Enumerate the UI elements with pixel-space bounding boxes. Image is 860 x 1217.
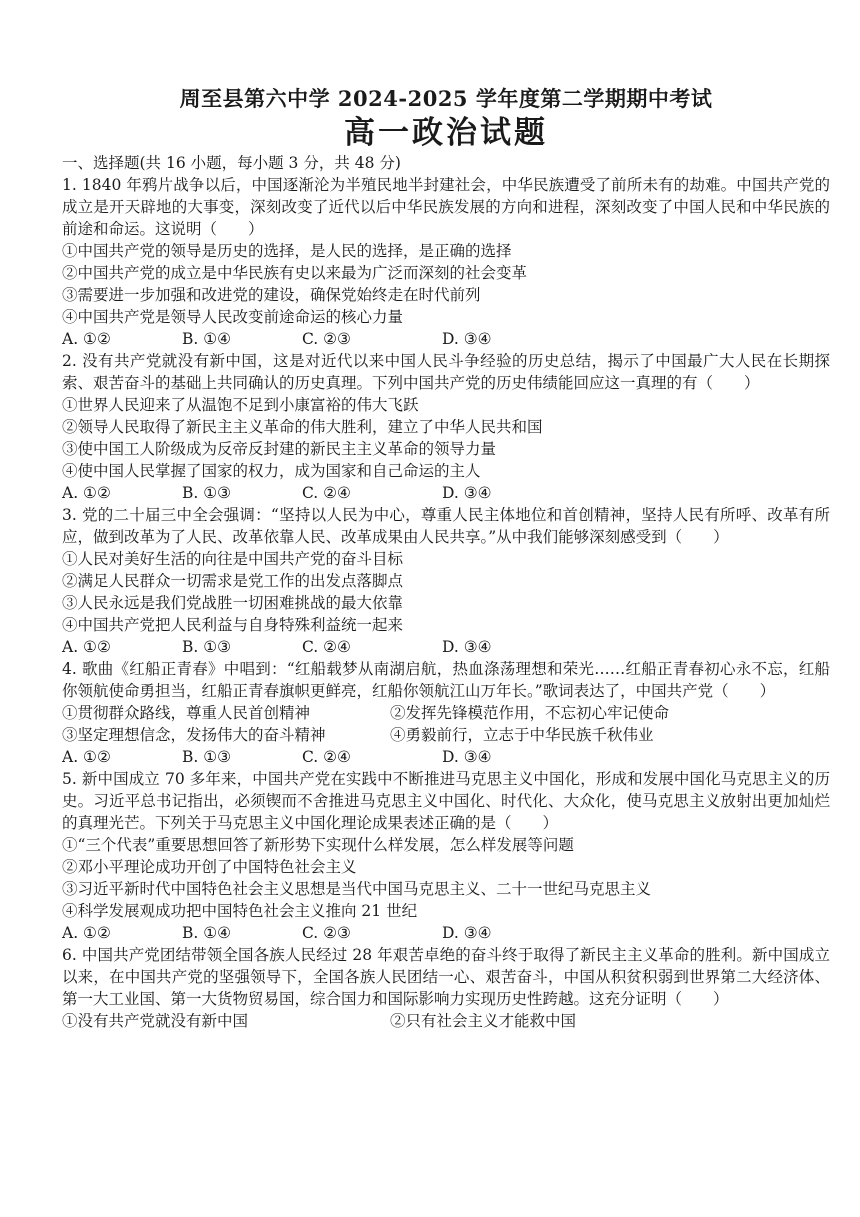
choice-d: D. ③④ [442, 924, 492, 942]
answer-choices [62, 328, 830, 350]
question-stem: 6. 中国共产党团结带领全国各族人民经过 28 年艰苦卓绝的奋斗终于取得了新民主主义革命的胜利。新中国成立以来，在中国共产党的坚强领导下，全国各族人民团结一心、艰苦奋斗，中国从积贫积弱到世界第二大经济体、第一大工业国、第一大货物贸易国，综合国力和国际影响力实现历史性跨越。这充分证明（ ） [62, 946, 830, 1008]
option: ②中国共产党的成立是中华民族有史以来最为广泛而深刻的社会变革 [62, 264, 528, 282]
choice-c: C. ②③ [302, 330, 351, 348]
option: ③人民永远是我们党战胜一切困难挑战的最大依靠 [62, 594, 404, 612]
question-stem: 4. 歌曲《红船正青春》中唱到：“红船载梦从南湖启航，热血涤荡理想和荣光……红船正青春初心永不忘，红船你领航使命勇担当，红船正青春旗帜更鲜亮，红船你领航江山万年长。”歌词表达了，中国共产党（ ） [62, 660, 830, 700]
option-row [62, 702, 830, 724]
choice-b: B. ①③ [182, 748, 232, 766]
option: ①中国共产党的领导是历史的选择，是人民的选择，是正确的选择 [62, 242, 512, 260]
question-stem: 2. 没有共产党就没有新中国，这是对近代以来中国人民斗争经验的历史总结，揭示了中国最广大人民在长期探索、艰苦奋斗的基础上共同确认的历史真理。下列中国共产党的历史伟绩能回应这一真理的有（ ） [62, 352, 830, 392]
option-row [62, 724, 830, 746]
answer-choices [62, 746, 830, 768]
option: ③坚定理想信念，发扬伟大的奋斗精神 [62, 726, 326, 744]
option: ①人民对美好生活的向往是中国共产党的奋斗目标 [62, 550, 404, 568]
choice-d: D. ③④ [442, 330, 492, 348]
question-1 [62, 174, 830, 350]
choice-a: A. ①② [62, 484, 111, 502]
choice-b: B. ①③ [182, 484, 232, 502]
answer-choices [62, 636, 830, 658]
question-6 [62, 944, 830, 1032]
answer-choices [62, 922, 830, 944]
option: ②领导人民取得了新民主主义革命的伟大胜利，建立了中华人民共和国 [62, 418, 543, 436]
choice-d: D. ③④ [442, 748, 492, 766]
answer-choices [62, 482, 830, 504]
choice-c: C. ②④ [302, 748, 351, 766]
option: ②邓小平理论成功开创了中国特色社会主义 [62, 858, 357, 876]
exam-title: 周至县第六中学 2024-2025 学年度第二学期期中考试 [179, 86, 713, 111]
choice-d: D. ③④ [442, 638, 492, 656]
option: ②发挥先锋模范作用，不忘初心牢记使命 [390, 704, 670, 722]
choice-b: B. ①③ [182, 638, 232, 656]
option: ②满足人民群众一切需求是党工作的出发点落脚点 [62, 572, 404, 590]
option: ④中国共产党把人民利益与自身特殊利益统一起来 [62, 616, 404, 634]
option: ④勇毅前行，立志于中华民族千秋伟业 [390, 726, 654, 744]
question-2 [62, 350, 830, 504]
choice-b: B. ①④ [182, 330, 232, 348]
option: ①没有共产党就没有新中国 [62, 1012, 249, 1030]
option: ①“三个代表”重要思想回答了新形势下实现什么样发展，怎么样发展等问题 [62, 836, 574, 854]
option: ①贯彻群众路线，尊重人民首创精神 [62, 704, 311, 722]
question-stem: 3. 党的二十届三中全会强调：“坚持以人民为中心，尊重人民主体地位和首创精神，坚持人民有所呼、改革有所应，做到改革为了人民、改革依靠人民、改革成果由人民共享。”从中我们能够深刻感受到（ ） [62, 506, 830, 546]
choice-c: C. ②④ [302, 638, 351, 656]
option: ④中国共产党是领导人民改变前途命运的核心力量 [62, 308, 404, 326]
option-row [62, 1010, 830, 1032]
option: ③使中国工人阶级成为反帝反封建的新民主主义革命的领导力量 [62, 440, 497, 458]
choice-a: A. ①② [62, 638, 111, 656]
option: ②只有社会主义才能救中国 [390, 1012, 577, 1030]
choice-a: A. ①② [62, 748, 111, 766]
choice-d: D. ③④ [442, 484, 492, 502]
choice-c: C. ②③ [302, 924, 351, 942]
option: ①世界人民迎来了从温饱不足到小康富裕的伟大飞跃 [62, 396, 419, 414]
choice-a: A. ①② [62, 924, 111, 942]
exam-subtitle: 高一政治试题 [344, 115, 548, 151]
choice-b: B. ①④ [182, 924, 232, 942]
choice-c: C. ②④ [302, 484, 351, 502]
section-heading: 一、选择题(共 16 小题，每小题 3 分，共 48 分) [62, 154, 401, 172]
question-3 [62, 504, 830, 658]
question-stem: 1. 1840 年鸦片战争以后，中国逐渐沦为半殖民地半封建社会，中华民族遭受了前所未有的劫难。中国共产党的成立是开天辟地的大事变，深刻改变了近代以后中华民族发展的方向和进程，深刻改变了中国人民和中华民族的前途和命运。这说明（ ） [62, 176, 830, 238]
question-5 [62, 768, 830, 944]
option: ③需要进一步加强和改进党的建设，确保党始终走在时代前列 [62, 286, 481, 304]
option: ④使中国人民掌握了国家的权力，成为国家和自己命运的主人 [62, 462, 481, 480]
option: ④科学发展观成功把中国特色社会主义推向 21 世纪 [62, 902, 418, 920]
question-stem: 5. 新中国成立 70 多年来，中国共产党在实践中不断推进马克思主义中国化，形成和发展中国化马克思主义的历史。习近平总书记指出，必须锲而不舍推进马克思主义中国化、时代化、大众化，使马克思主义放射出更加灿烂的真理光芒。下列关于马克思主义中国化理论成果表述正确的是（ ） [62, 770, 830, 832]
question-4 [62, 658, 830, 768]
choice-a: A. ①② [62, 330, 111, 348]
option: ③习近平新时代中国特色社会主义思想是当代中国马克思主义、二十一世纪马克思主义 [62, 880, 652, 898]
